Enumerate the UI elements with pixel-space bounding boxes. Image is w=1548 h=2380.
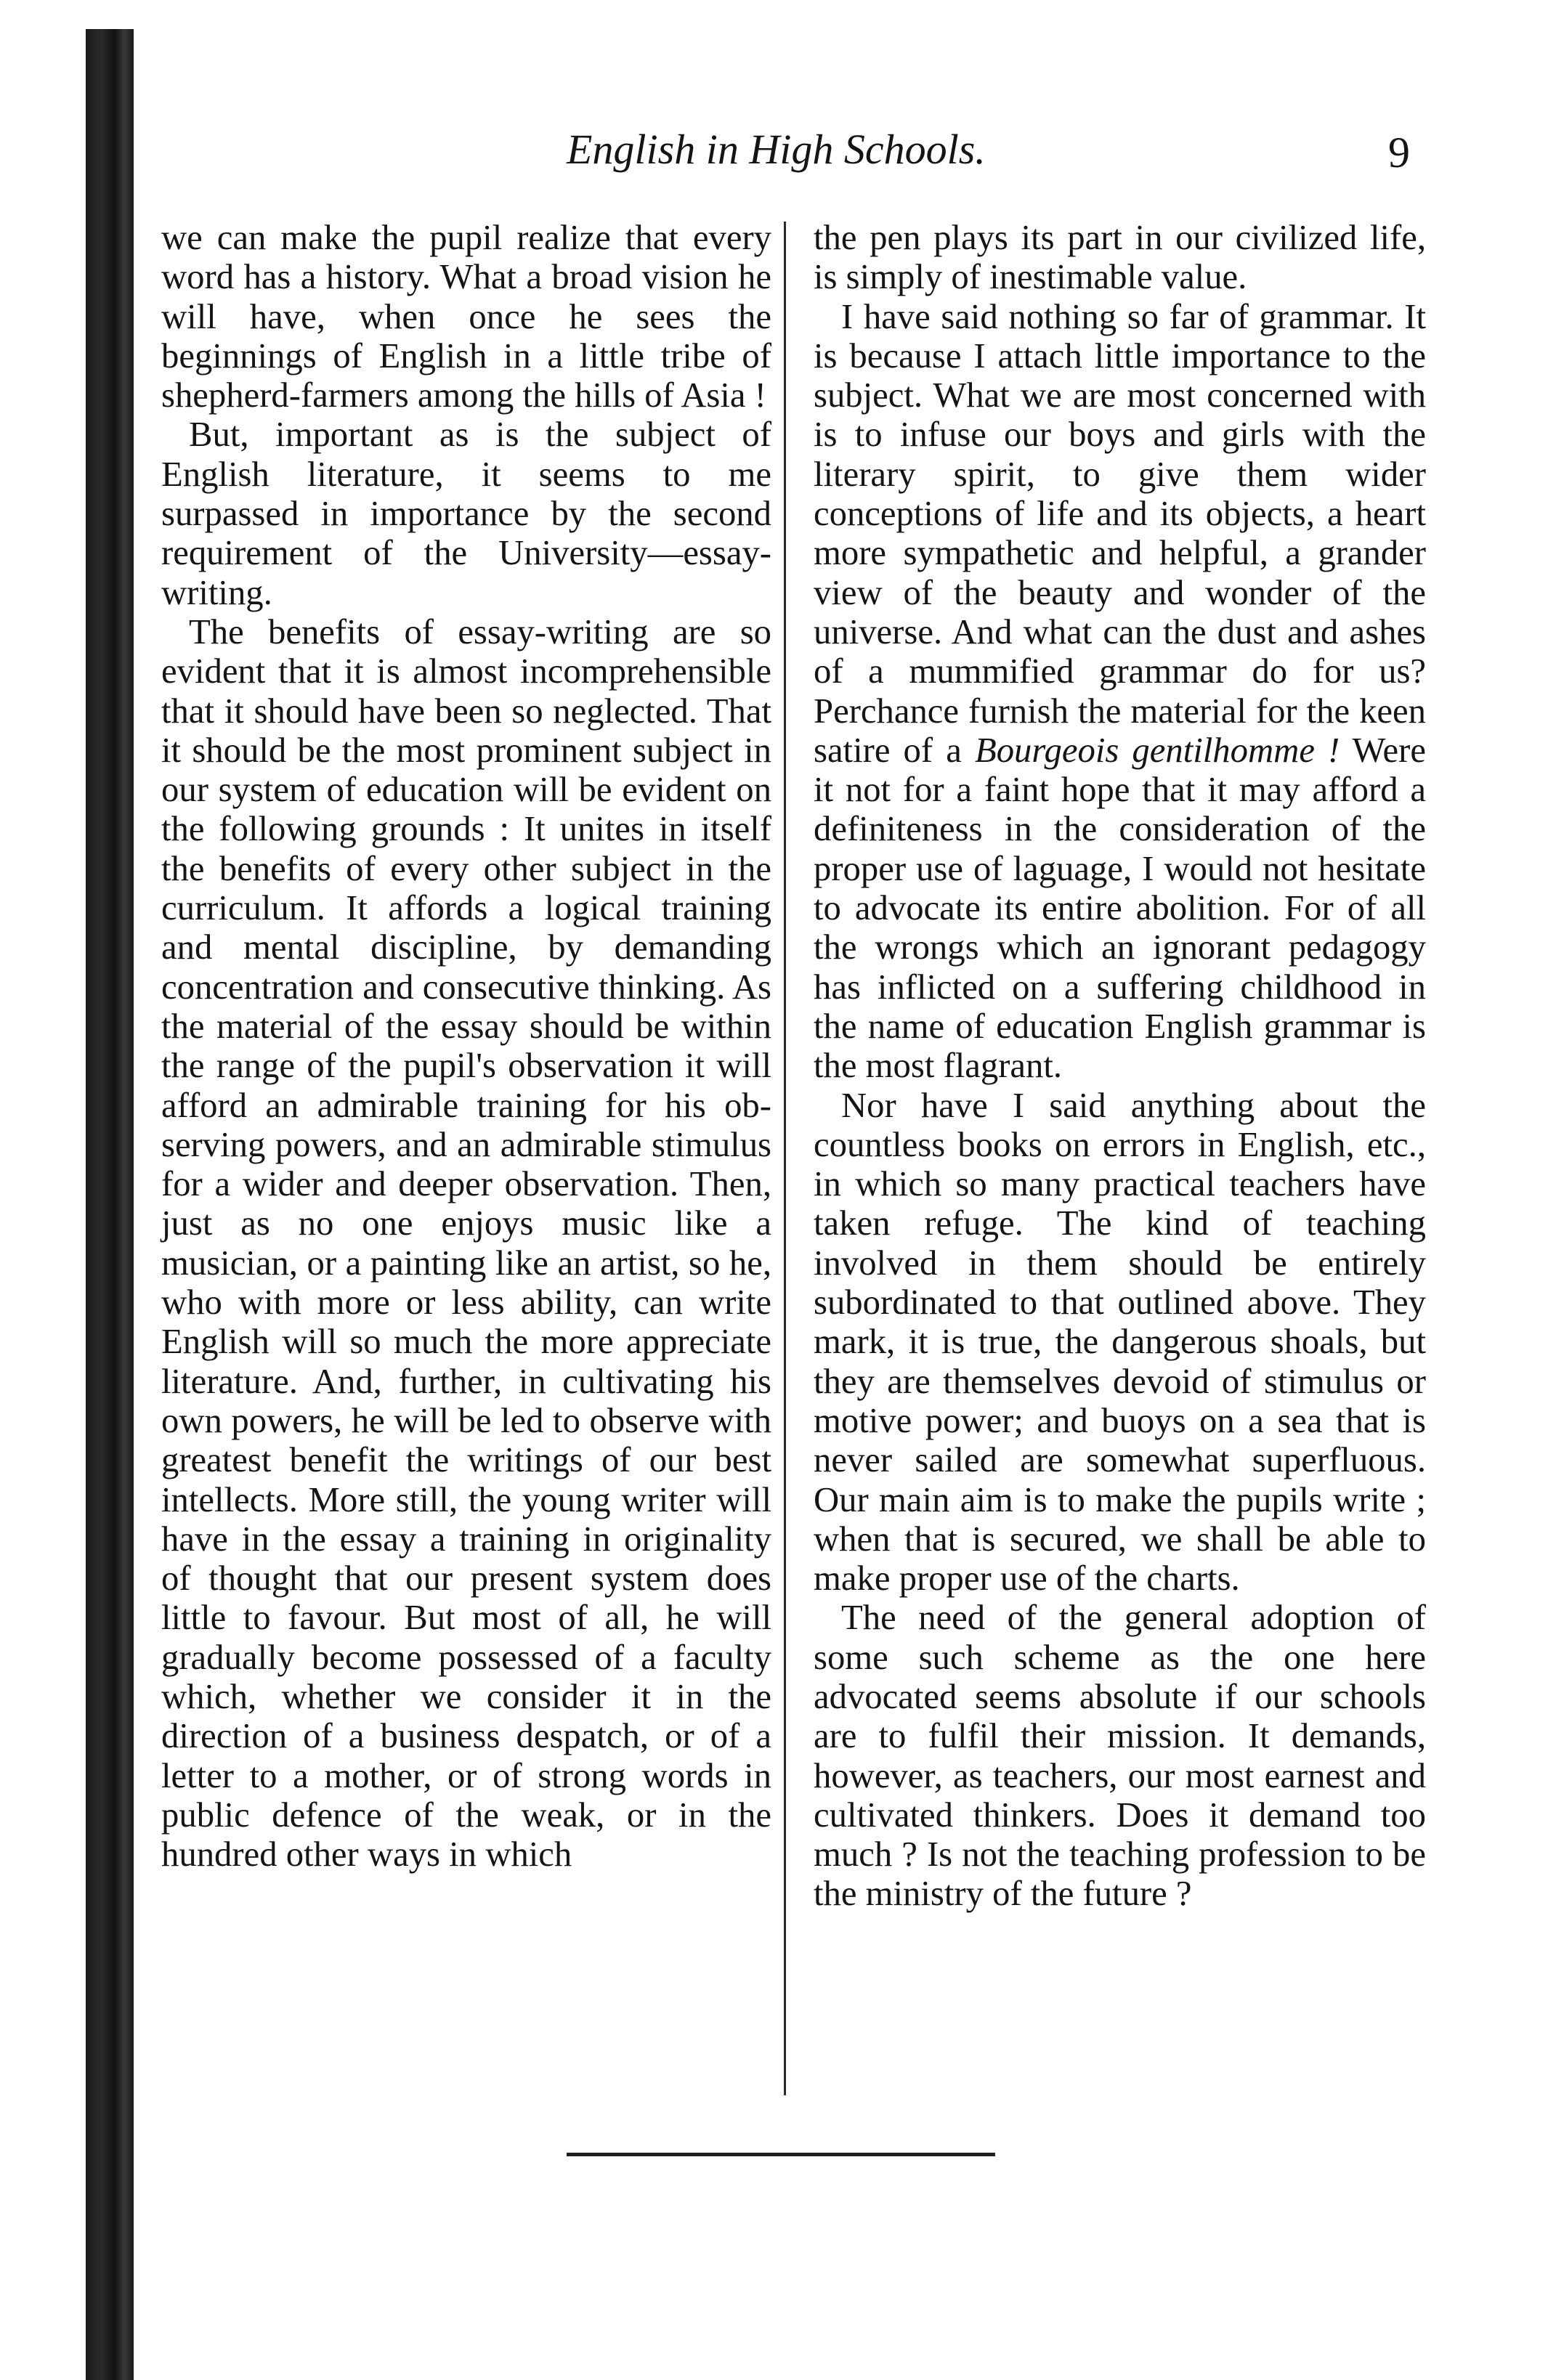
section-end-rule	[567, 2153, 995, 2156]
left-column	[161, 218, 771, 1874]
paragraph-conclusion: The need of the general adoption of some such scheme as the one here advocated seems absolute if our schools are to fulfil their mission. It demands, however, as teachers, our most earnest and cultivated thinkers. Does it demand too much ? Is not the teaching profession to be the ministry of the future ?	[814, 1598, 1426, 1914]
grammar-text-end: Were it not for a faint hope that it may afford a definiteness in the consideration of the proper use of laguage, I would not hesitate to advocate its entire abolition. For of all the wrongs which an ignorant pedagogy has inflicted on a suffering childhood in the name of education English grammar is the most flagrant.	[814, 730, 1426, 1086]
paragraph-continued: we can make the pupil realize that every word has a history. What a broad vision he will have, when once he sees the beginnings of English in a little tribe of shepherd-farmers among the hills of Asia !	[161, 218, 771, 415]
italic-title: Bourgeois gentilhomme !	[974, 730, 1340, 770]
paragraph-continued-right: the pen plays its part in our civilized life, is simply of inestimable value.	[814, 218, 1426, 297]
column-divider	[784, 222, 786, 2095]
right-column	[814, 218, 1426, 1914]
paragraph-grammar	[814, 297, 1426, 1086]
page-header	[559, 122, 1410, 180]
grammar-text: I have said nothing so far of grammar. It is because I attach little importance to the subject. What we are most concerned with is to infuse our boys and girls with the literary spirit, to give them wider conceptions of life and its objects, a heart more sympathetic and helpful, a grander view of the beauty and wonder of the universe. And what can the dust and ashes of a mummified grammar do for us? Perchance furnish the material for the keen satire of a	[814, 296, 1426, 770]
paragraph-benefits: The benefits of essay-writing are so evident that it is almost incomprehensible that it should have been so neglected. That it should be the most prominent subject in our system of education will be evident on the following grounds : It unites in itself the benefits of every other subject in the curriculum. It affords a logical training and mental discipline, by demanding concentration and consecutive thinking. As the material of the essay should be within the range of the pupil's observation it will afford an admirable training for his observing powers, and an admirable stimulus for a wider and deeper observation. Then, just as no one enjoys music like a musician, or a painting like an artist, so he, who with more or less ability, can write English will so much the more appreciate literature. And, further, in cultivating his own powers, he will be led to observe with greatest benefit the writings of our best intellects. More still, the young writer will have in the essay a training in originality of thought that our present system does little to favour. But most of all, he will gradually become possessed of a faculty which, whether we consider it in the direction of a business despatch, or of a letter to a mother, or of strong words in public defence of the weak, or in the hundred other ways in which	[161, 612, 771, 1875]
page-number: 9	[1388, 129, 1410, 176]
paragraph-essay-writing: But, important as is the subject of English literature, it seems to me surpassed in importance by the second requirement of the University—essay-writing.	[161, 415, 771, 612]
book-binding-edge	[86, 29, 134, 2380]
paragraph-errors-books: Nor have I said anything about the countless books on errors in English, etc., in which so many practical teachers have taken refuge. The kind of teaching involved in them should be entirely subordinated to that outlined above. They mark, it is true, the dangerous shoals, but they are themselves devoid of stimulus or motive power; and buoys on a sea that is never sailed are somewhat superfluous. Our main aim is to make the pupils write ; when that is secured, we shall be able to make proper use of the charts.	[814, 1085, 1426, 1599]
running-title: English in High Schools.	[567, 126, 986, 173]
